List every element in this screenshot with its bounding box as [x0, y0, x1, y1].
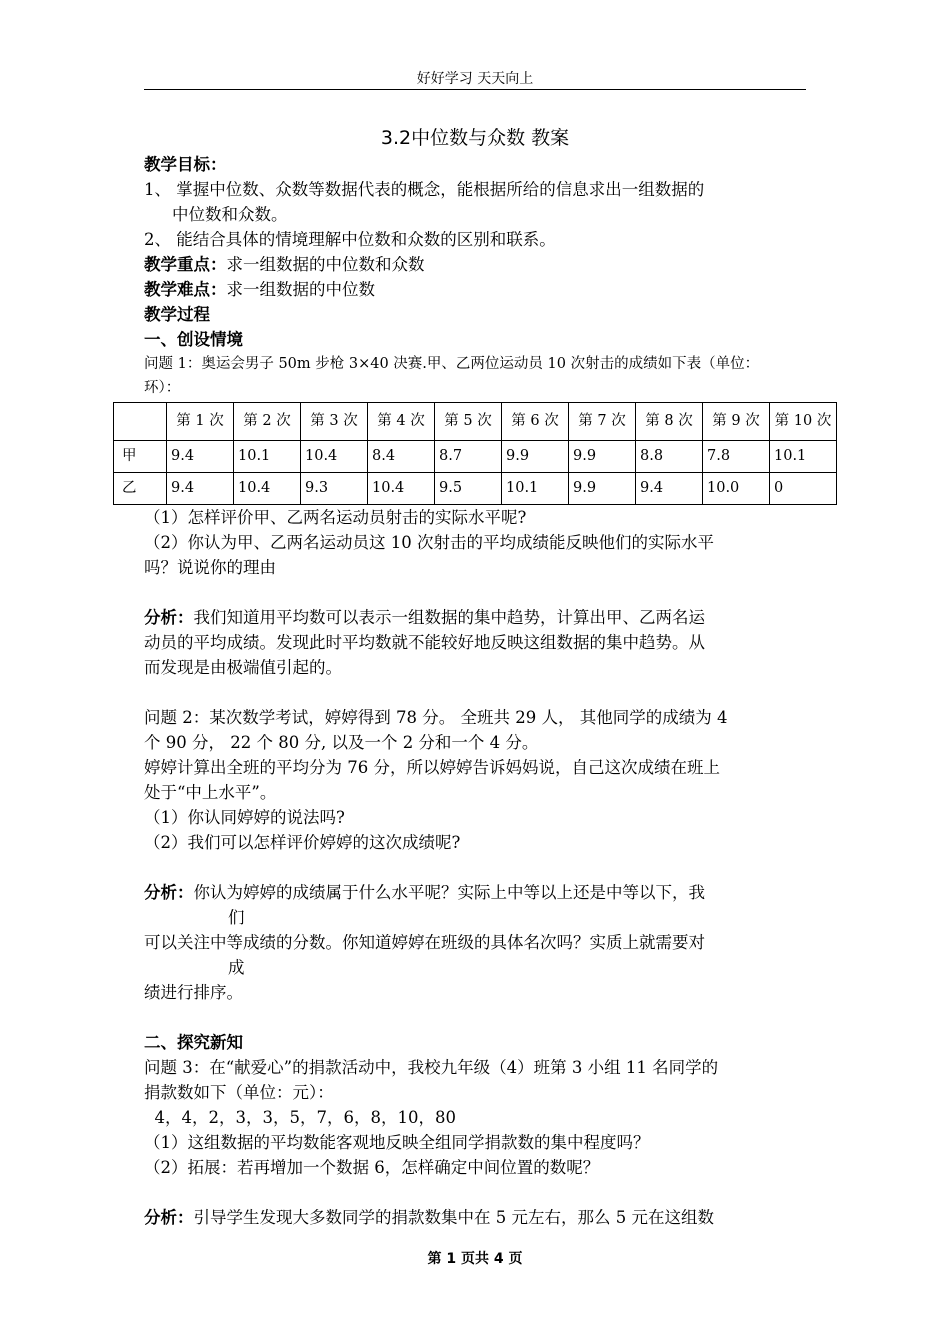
difficulty-label: 教学难点： [144, 280, 227, 299]
key-point-text: 求一组数据的中位数和众数 [226, 255, 425, 274]
scores-table-wrapper [113, 402, 837, 505]
table-cell: 8.8 [636, 441, 703, 473]
spacer [144, 580, 806, 605]
table-header-cell: 第 1 次 [167, 403, 234, 441]
problem1-line2: 环）： [144, 380, 181, 396]
scores-table [113, 402, 837, 505]
question1-2: （2）你认为甲、乙两名运动员这 10 次射击的平均成绩能反映他们的实际水平 [144, 533, 714, 552]
analysis3-line1 [144, 1205, 806, 1230]
analysis2-line2-wrap: 成 [228, 958, 245, 977]
table-cell: 8.4 [368, 441, 435, 473]
table-header-cell: 第 9 次 [703, 403, 770, 441]
header-rule [144, 89, 806, 90]
analysis2-label: 分析： [144, 883, 194, 902]
table-cell: 9.4 [167, 441, 234, 473]
table-header-cell: 第 7 次 [569, 403, 636, 441]
analysis2-line3: 绩进行排序。 [144, 983, 243, 1002]
analysis3-text: 引导学生发现大多数同学的捐款数集中在 5 元左右，那么 5 元在这组数 [193, 1208, 714, 1227]
objective-2: 2、 能结合具体的情境理解中位数和众数的区别和联系。 [144, 230, 556, 249]
table-row [114, 441, 837, 473]
question1-2-cont: 吗？说说你的理由 [144, 558, 276, 577]
difficulty-text: 求一组数据的中位数 [226, 280, 375, 299]
problem3-line2: 捐款数如下（单位：元）： [144, 1083, 334, 1102]
key-point [144, 252, 806, 277]
table-row-label: 乙 [114, 473, 167, 505]
table-header-cell: 第 2 次 [234, 403, 301, 441]
problem3-question1: （1）这组数据的平均数能客观地反映全组同学捐款数的集中程度吗？ [144, 1133, 650, 1152]
objective-1-cont: 中位数和众数。 [172, 205, 288, 224]
table-cell: 9.9 [569, 473, 636, 505]
analysis2-line1-wrap: 们 [228, 908, 245, 927]
document-title: 3.2中位数与众数 教案 [380, 127, 570, 149]
objective-1: 1、 掌握中位数、众数等数据代表的概念，能根据所给的信息求出一组数据的 [144, 180, 705, 199]
document-body [122, 124, 832, 1230]
analysis1-label: 分析： [144, 608, 194, 627]
table-cell: 8.7 [435, 441, 502, 473]
table-cell: 9.4 [167, 473, 234, 505]
objectives-heading: 教学目标： [144, 155, 227, 174]
problem1-line1: 问题 1：奥运会男子 50m 步枪 3×40 决赛.甲、乙两位运动员 10 次射击的成绩如下表（单位： [144, 356, 760, 372]
analysis1-text: 我们知道用平均数可以表示一组数据的集中趋势，计算出甲、乙两名运 [193, 608, 705, 627]
table-cell: 10.1 [770, 441, 837, 473]
section1-heading: 一、创设情境 [144, 330, 243, 349]
table-cell: 10.4 [368, 473, 435, 505]
table-cell: 0 [770, 473, 837, 505]
table-cell: 9.5 [435, 473, 502, 505]
problem2-question2: （2）我们可以怎样评价婷婷的这次成绩呢? [144, 833, 461, 852]
problem2-line4: 处于“中上水平”。 [144, 783, 277, 802]
page-footer: 第 1 页共 4 页 [427, 1251, 523, 1267]
analysis1-line3: 而发现是由极端值引起的。 [144, 658, 342, 677]
analysis3-label: 分析： [144, 1208, 194, 1227]
problem2-line1: 问题 2：某次数学考试，婷婷得到 78 分。 全班共 29 人， 其他同学的成绩为 4 [144, 708, 728, 727]
analysis2-line2: 可以关注中等成绩的分数。你知道婷婷在班级的具体名次吗？实质上就需要对 [144, 933, 705, 952]
problem2-question1: （1）你认同婷婷的说法吗? [144, 808, 345, 827]
table-header-cell: 第 6 次 [502, 403, 569, 441]
table-cell: 9.3 [301, 473, 368, 505]
analysis2-text: 你认为婷婷的成绩属于什么水平呢？实际上中等以上还是中等以下，我 [193, 883, 705, 902]
spacer [144, 1005, 806, 1030]
table-row-label: 甲 [114, 441, 167, 473]
spacer [144, 680, 806, 705]
analysis2-line1 [144, 880, 806, 905]
table-cell: 10.1 [502, 473, 569, 505]
page-header: 好好学习 天天向上 [416, 71, 534, 87]
table-header-cell: 第 5 次 [435, 403, 502, 441]
key-point-label: 教学重点： [144, 255, 227, 274]
table-row [114, 473, 837, 505]
spacer [144, 855, 806, 880]
table-header-cell [114, 403, 167, 441]
problem3-data: 4，4，2，3，3，5，7，6，8，10，80 [144, 1108, 456, 1127]
problem3-question2: （2）拓展：若再增加一个数据 6，怎样确定中间位置的数呢？ [144, 1158, 600, 1177]
analysis1-line2: 动员的平均成绩。发现此时平均数就不能较好地反映这组数据的集中趋势。从 [144, 633, 705, 652]
problem3-line1: 问题 3：在“献爱心”的捐款活动中，我校九年级（4）班第 3 小组 11 名同学的 [144, 1058, 719, 1077]
table-cell: 10.0 [703, 473, 770, 505]
difficulty [144, 277, 806, 302]
problem2-line3: 婷婷计算出全班的平均分为 76 分，所以婷婷告诉妈妈说，自己这次成绩在班上 [144, 758, 720, 777]
table-header-row [114, 403, 837, 441]
analysis1-line1 [144, 605, 806, 630]
table-header-cell: 第 10 次 [770, 403, 837, 441]
table-cell: 10.1 [234, 441, 301, 473]
table-cell: 9.4 [636, 473, 703, 505]
problem2-line2: 个 90 分， 22 个 80 分, 以及一个 2 分和一个 4 分。 [144, 733, 539, 752]
process-heading: 教学过程 [144, 305, 210, 324]
table-cell: 9.9 [502, 441, 569, 473]
spacer [144, 1180, 806, 1205]
table-cell: 7.8 [703, 441, 770, 473]
table-cell: 9.9 [569, 441, 636, 473]
question1-1: （1）怎样评价甲、乙两名运动员射击的实际水平呢? [144, 508, 527, 527]
table-header-cell: 第 4 次 [368, 403, 435, 441]
table-cell: 10.4 [301, 441, 368, 473]
table-header-cell: 第 3 次 [301, 403, 368, 441]
table-cell: 10.4 [234, 473, 301, 505]
section2-heading: 二、探究新知 [144, 1033, 243, 1052]
table-header-cell: 第 8 次 [636, 403, 703, 441]
